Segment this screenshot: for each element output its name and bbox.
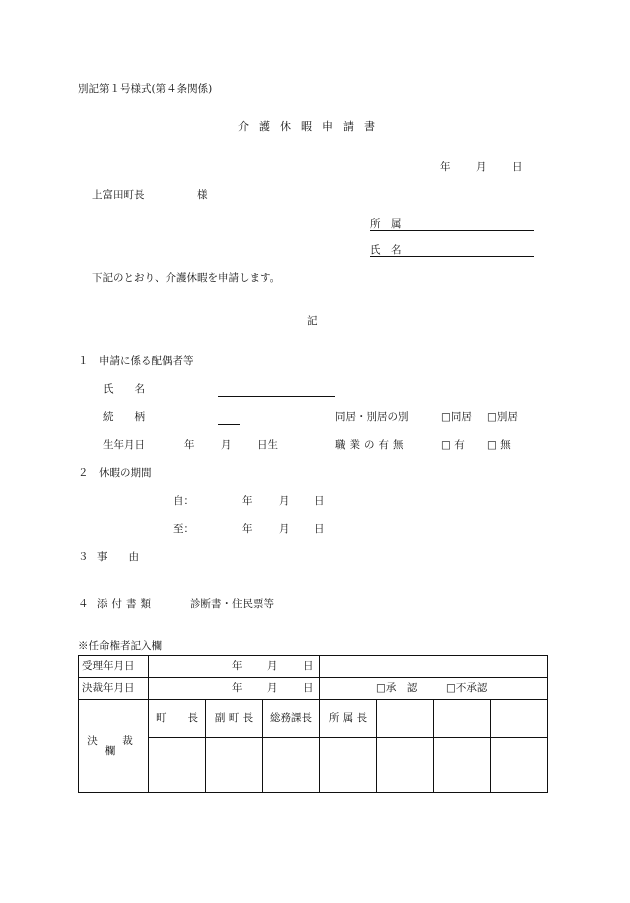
- section4-label: 添付書類: [97, 598, 155, 610]
- job-label: 職業の有無: [335, 439, 408, 451]
- period-from-label: 自：: [173, 495, 194, 507]
- section3-number: ３: [78, 551, 89, 563]
- date-month-label: 月: [476, 161, 487, 173]
- seal-cell-blank-2[interactable]: [434, 738, 491, 793]
- period-to-year: 年: [242, 523, 253, 535]
- received-blank-cell: [320, 656, 548, 678]
- received-month: 月: [267, 660, 278, 672]
- received-year: 年: [232, 660, 243, 672]
- section3-label: 事 由: [97, 551, 139, 563]
- section4-number: ４: [78, 598, 89, 610]
- role-blank-2: [434, 700, 491, 738]
- decided-year: 年: [232, 682, 243, 694]
- appointer-caption: ※任命権者記入欄: [78, 640, 162, 652]
- affiliation-field[interactable]: [370, 230, 534, 231]
- role-mayor: 町 長: [149, 700, 206, 738]
- appointer-table: [78, 655, 548, 793]
- job-option-yes[interactable]: □ 有: [441, 439, 465, 451]
- birth-year-label: 年: [184, 439, 195, 451]
- received-day: 日: [303, 660, 314, 672]
- seal-cell-blank-3[interactable]: [491, 738, 548, 793]
- applicant-name-label: 氏 名: [370, 244, 402, 256]
- applicant-name-field[interactable]: [370, 256, 534, 257]
- decided-label: 決裁年月日: [79, 678, 149, 700]
- intro-text: 下記のとおり、介護休暇を申請します。: [92, 272, 281, 284]
- received-date-cell[interactable]: [149, 656, 320, 678]
- section1-heading: １ 申請に係る配偶者等: [78, 355, 194, 367]
- document-title: 介護休暇申請書: [238, 120, 385, 133]
- seal-cell-deputy-mayor[interactable]: [206, 738, 263, 793]
- period-from-year: 年: [242, 495, 253, 507]
- period-to-month: 月: [279, 523, 290, 535]
- decided-row: [79, 678, 548, 700]
- section2-heading: ２ 休暇の期間: [78, 467, 152, 479]
- seal-cell-blank-1[interactable]: [377, 738, 434, 793]
- relative-name-field[interactable]: [218, 396, 335, 397]
- affiliation-label: 所 属: [370, 218, 402, 230]
- relation-field[interactable]: [218, 424, 240, 425]
- seal-cell-department-head[interactable]: [320, 738, 377, 793]
- section4-value: 診断書・住民票等: [190, 598, 274, 610]
- disapprove-option[interactable]: □不承認: [446, 682, 488, 694]
- job-option-no[interactable]: □ 無: [487, 439, 511, 451]
- decided-date-cell[interactable]: [149, 678, 320, 700]
- birth-label: 生年月日: [103, 439, 145, 451]
- decided-day: 日: [303, 682, 314, 694]
- period-to-day: 日: [314, 523, 325, 535]
- role-department-head: 所 属 長: [320, 700, 377, 738]
- decision-result-cell: [320, 678, 548, 700]
- addressee-name: 上富田町長: [92, 189, 145, 201]
- date-year-label: 年: [440, 161, 451, 173]
- role-deputy-mayor: 副 町 長: [206, 700, 263, 738]
- birth-month-label: 月: [221, 439, 232, 451]
- addressee-honorific: 様: [197, 189, 208, 201]
- roles-row: [79, 700, 548, 738]
- received-row: [79, 656, 548, 678]
- decision-column-label: 決 裁 欄: [79, 700, 149, 793]
- period-from-month: 月: [279, 495, 290, 507]
- cohabit-option-separate[interactable]: □別居: [487, 411, 518, 423]
- received-label: 受理年月日: [79, 656, 149, 678]
- relative-name-label: 氏 名: [103, 383, 145, 395]
- decided-month: 月: [267, 682, 278, 694]
- date-day-label: 日: [512, 161, 523, 173]
- ki-heading: 記: [307, 315, 318, 327]
- cohabit-label: 同居・別居の別: [335, 411, 409, 423]
- approve-option[interactable]: □承 認: [376, 682, 418, 694]
- role-blank-3: [491, 700, 548, 738]
- relation-label: 続 柄: [103, 411, 145, 423]
- role-blank-1: [377, 700, 434, 738]
- form-label: 別記第１号様式(第４条関係): [78, 83, 213, 95]
- seal-cell-general-affairs-chief[interactable]: [263, 738, 320, 793]
- period-to-label: 至：: [173, 523, 194, 535]
- birth-day-label: 日生: [257, 439, 278, 451]
- cohabit-option-together[interactable]: □同居: [441, 411, 472, 423]
- period-from-day: 日: [314, 495, 325, 507]
- role-general-affairs-chief: 総務課長: [263, 700, 320, 738]
